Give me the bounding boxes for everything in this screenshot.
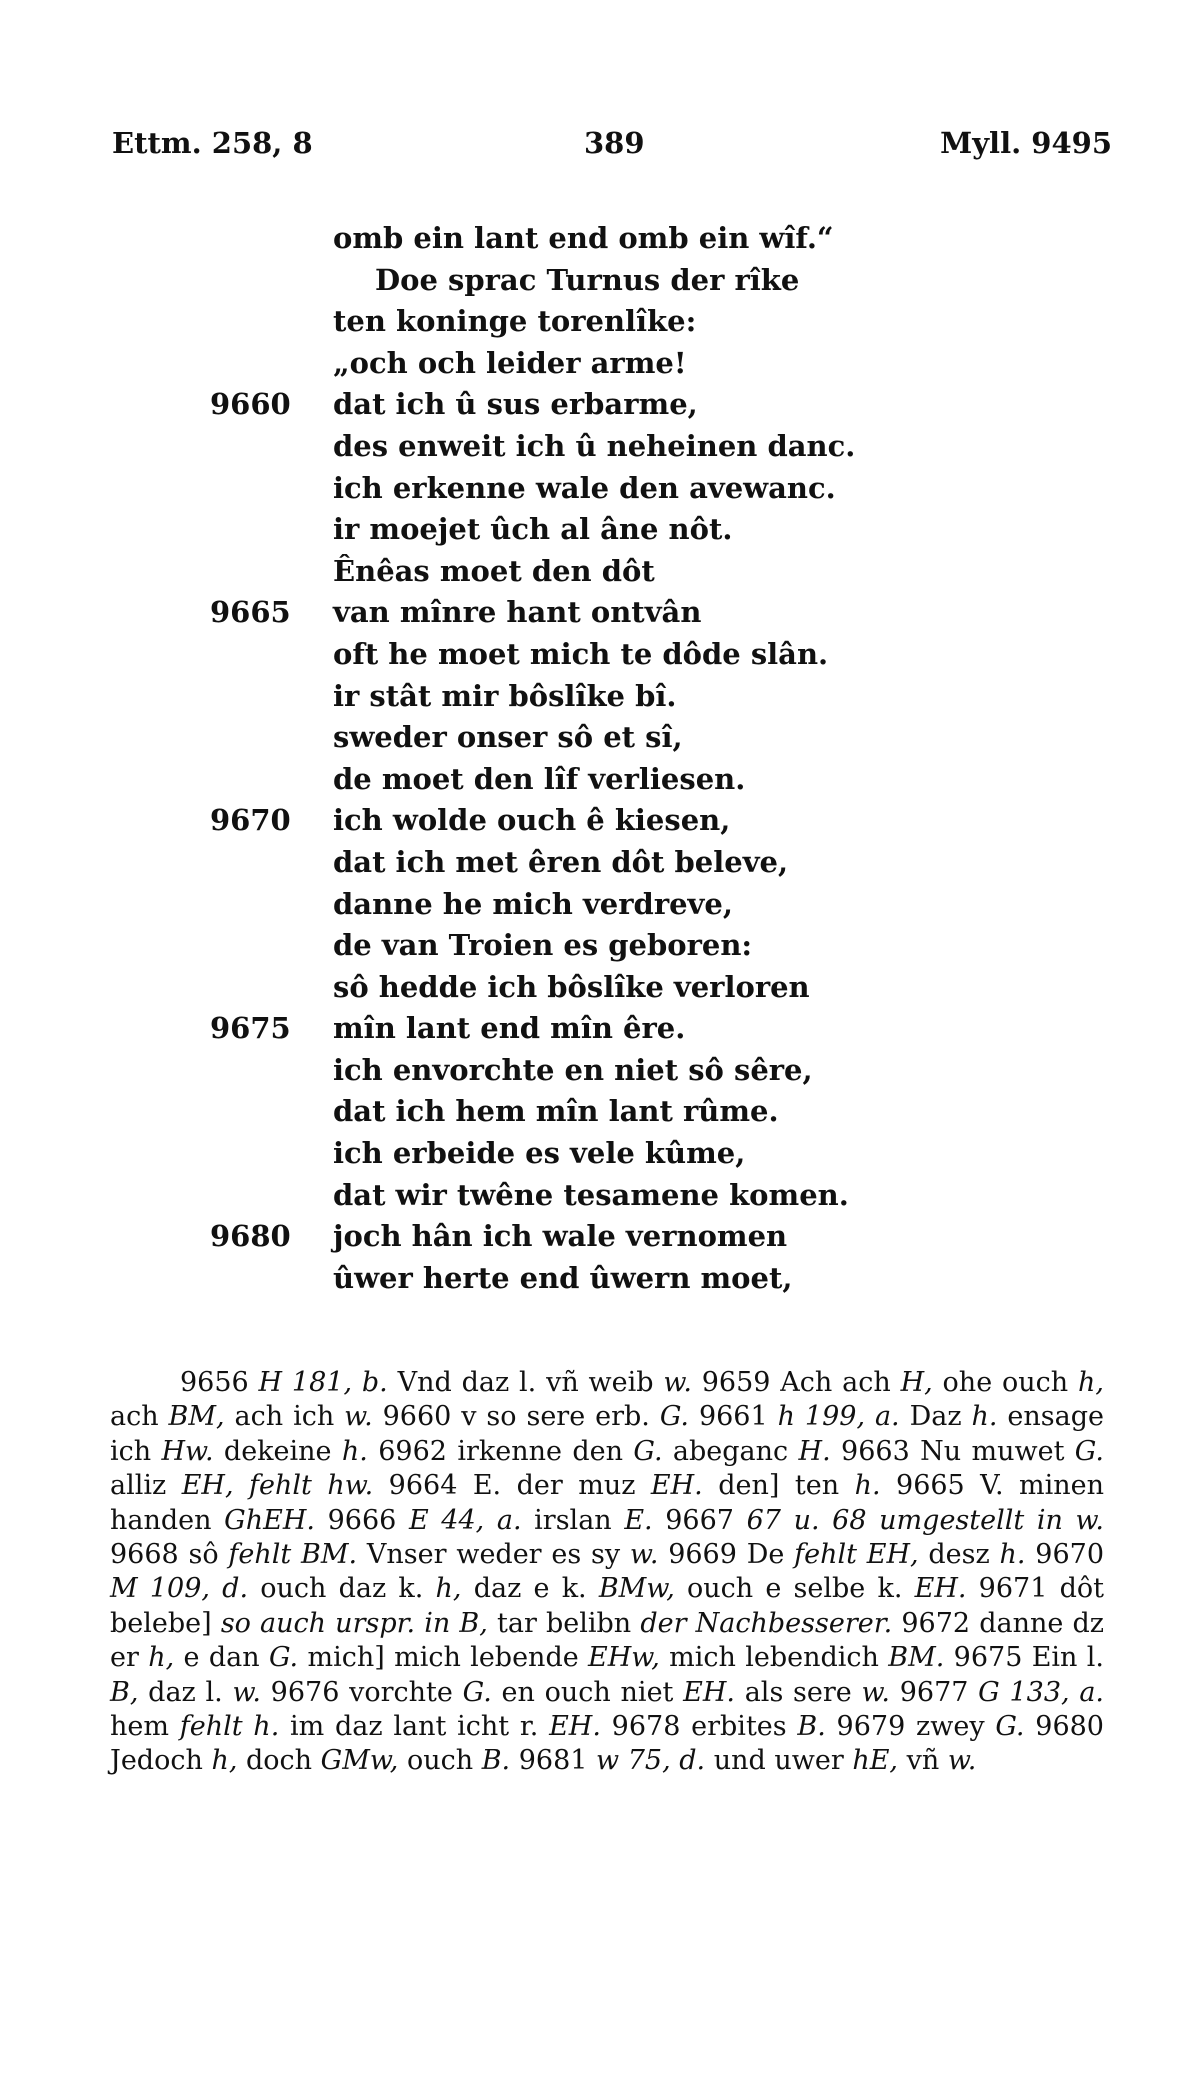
- apparatus-siglum: EH.: [549, 1711, 601, 1743]
- apparatus-siglum: B,: [110, 1676, 139, 1708]
- apparatus-text: en ouch niet: [491, 1676, 684, 1708]
- apparatus-siglum: h 199, a.: [777, 1401, 900, 1433]
- apparatus-text: 9668 sô: [110, 1539, 229, 1571]
- apparatus-text: abeganc: [662, 1435, 799, 1467]
- apparatus-text: als sere: [734, 1676, 862, 1708]
- apparatus-siglum: G.: [268, 1642, 299, 1674]
- apparatus-siglum: w 75, d.: [596, 1745, 706, 1777]
- verse-text-line: van mînre hant ontvân: [333, 595, 702, 630]
- verse-line: [0, 260, 1200, 302]
- apparatus-siglum: EHw,: [588, 1642, 660, 1674]
- apparatus-siglum: hE,: [852, 1745, 898, 1777]
- apparatus-text: dekeine: [213, 1435, 342, 1467]
- verse-text-line: sô hedde ich bôslîke verloren: [333, 969, 810, 1004]
- apparatus-siglum: BM.: [888, 1642, 945, 1674]
- apparatus-siglum: E.: [624, 1504, 653, 1536]
- apparatus-text: 9678 erbites: [600, 1711, 798, 1743]
- apparatus-siglum: M 109, d.: [110, 1573, 249, 1605]
- verse-line: [0, 551, 1200, 593]
- apparatus-text: 9659 Ach ach: [691, 1367, 901, 1398]
- apparatus-text: ensage ich: [110, 1401, 1104, 1467]
- apparatus-siglum: G.: [633, 1435, 663, 1467]
- verse-text-line: ich wolde ouch ê kiesen,: [333, 803, 731, 838]
- verse-text-line: Doe sprac Turnus der rîke: [375, 262, 800, 297]
- verse-text-line: mîn lant end mîn êre.: [333, 1011, 686, 1046]
- verse-text: [0, 218, 1200, 1299]
- apparatus-siglum: B.: [481, 1745, 511, 1777]
- apparatus-siglum: EH, fehlt hw.: [181, 1470, 374, 1502]
- apparatus-text: 9676 vorchte: [260, 1676, 463, 1708]
- verse-line: [0, 1008, 1200, 1050]
- verse-line: [0, 759, 1200, 801]
- apparatus-siglum: E 44, a.: [408, 1504, 522, 1536]
- verse-text-line: sweder onser sô et sî,: [333, 720, 683, 755]
- verse-text-line: ûwer herte end ûwern moet,: [333, 1260, 793, 1295]
- verse-text-line: ich envorchte en niet sô sêre,: [333, 1052, 813, 1087]
- apparatus-siglum: w.: [344, 1401, 373, 1433]
- critical-apparatus: [110, 1366, 1104, 1779]
- apparatus-text: den] ten: [702, 1470, 855, 1502]
- apparatus-siglum: B.: [797, 1711, 826, 1743]
- apparatus-text: ouch daz k.: [248, 1573, 436, 1605]
- verse-line: [0, 384, 1200, 426]
- verse-text-line: omb ein lant end omb ein wîf.“: [333, 221, 834, 255]
- apparatus-siglum: w.: [629, 1539, 659, 1571]
- verse-text-line: Ênêas moet den dôt: [333, 553, 655, 588]
- apparatus-text: Vnser weder es sy: [357, 1539, 630, 1571]
- apparatus-text: 9679 zwey: [825, 1711, 996, 1743]
- apparatus-siglum: h,: [435, 1573, 462, 1605]
- apparatus-siglum: G.: [659, 1401, 690, 1433]
- apparatus-text: ach ich: [224, 1401, 345, 1433]
- verse-line: [0, 717, 1200, 759]
- apparatus-text: tar belibn: [487, 1607, 641, 1639]
- verse-line: [0, 426, 1200, 468]
- apparatus-siglum: BMw,: [598, 1573, 675, 1605]
- apparatus-siglum: w.: [947, 1745, 977, 1777]
- apparatus-text: hem: [110, 1711, 180, 1743]
- apparatus-siglum: Hw.: [161, 1435, 214, 1467]
- apparatus-siglum: w.: [663, 1367, 692, 1398]
- apparatus-siglum: so auch urspr. in B,: [220, 1607, 488, 1639]
- apparatus-siglum: GMw,: [320, 1745, 399, 1777]
- apparatus-siglum: G.: [995, 1711, 1025, 1743]
- verse-text-line: de van Troien es geboren:: [333, 928, 753, 963]
- apparatus-text: 9672 danne dz er: [110, 1607, 1104, 1674]
- apparatus-text: im daz lant icht r.: [279, 1711, 550, 1743]
- verse-line: [0, 676, 1200, 718]
- apparatus-text: 9656: [180, 1367, 259, 1398]
- verse-line: [0, 592, 1200, 634]
- apparatus-text: irslan: [521, 1504, 625, 1536]
- verse-line: [0, 1133, 1200, 1175]
- apparatus-text: 9677: [889, 1676, 979, 1708]
- apparatus-siglum: w.: [232, 1676, 261, 1708]
- apparatus-siglum: fehlt h.: [179, 1711, 280, 1743]
- apparatus-text: und uwer: [705, 1745, 853, 1777]
- apparatus-text: vñ: [898, 1745, 948, 1777]
- apparatus-siglum: w.: [861, 1676, 890, 1708]
- apparatus-text: 9667: [652, 1504, 747, 1536]
- apparatus-text: ach: [110, 1401, 169, 1433]
- apparatus-text: ouch e selbe k.: [674, 1573, 915, 1605]
- verse-line: [0, 925, 1200, 967]
- apparatus-text: alliz: [110, 1470, 182, 1502]
- verse-line: [0, 343, 1200, 385]
- verse-text-line: danne he mich verdreve,: [333, 886, 733, 921]
- apparatus-text: 9661: [689, 1401, 778, 1433]
- verse-line: [0, 218, 1200, 260]
- apparatus-siglum: h,: [148, 1642, 175, 1674]
- apparatus-text: e dan: [174, 1642, 269, 1674]
- page-number: 389: [584, 126, 645, 160]
- apparatus-text: 9663 Nu muwet: [830, 1435, 1075, 1467]
- apparatus-text: 9670: [1025, 1539, 1105, 1571]
- apparatus-siglum: h.: [854, 1470, 881, 1502]
- verse-line: [0, 509, 1200, 551]
- verse-text-line: dat ich met êren dôt beleve,: [333, 844, 789, 879]
- verse-text-line: de moet den lîf verliesen.: [333, 761, 746, 796]
- apparatus-siglum: H.: [798, 1435, 831, 1467]
- verse-line: [0, 1258, 1200, 1300]
- verse-line: [0, 800, 1200, 842]
- apparatus-siglum: EH.: [650, 1470, 703, 1502]
- verse-line: [0, 884, 1200, 926]
- apparatus-text: daz e k.: [461, 1573, 599, 1605]
- verse-line: [0, 967, 1200, 1009]
- apparatus-text: 6962 irkenne den: [367, 1435, 634, 1467]
- verse-line: [0, 301, 1200, 343]
- apparatus-siglum: EH.: [683, 1676, 735, 1708]
- apparatus-siglum: EH.: [914, 1573, 967, 1605]
- verse-text-line: dat wir twêne tesamene komen.: [333, 1177, 849, 1212]
- apparatus-text: Vnd daz l. vñ weib: [387, 1367, 664, 1398]
- verse-line: [0, 468, 1200, 510]
- verse-text-line: ir stât mir bôslîke bî.: [333, 678, 677, 713]
- line-number: 9660: [210, 387, 291, 422]
- apparatus-siglum: H 181, b.: [258, 1367, 388, 1398]
- verse-line: [0, 1050, 1200, 1092]
- apparatus-siglum: BM,: [168, 1401, 225, 1433]
- verse-text-line: joch hân ich wale vernomen: [333, 1219, 788, 1254]
- apparatus-text: 9666: [314, 1504, 409, 1536]
- running-header: [112, 126, 1112, 166]
- apparatus-text: 9665 V. minen handen: [110, 1470, 1105, 1536]
- verse-line: [0, 634, 1200, 676]
- line-number: 9665: [210, 595, 291, 630]
- verse-line: [0, 1091, 1200, 1133]
- verse-line: [0, 1216, 1200, 1258]
- apparatus-siglum: G.: [1074, 1435, 1104, 1467]
- apparatus-siglum: fehlt BM.: [228, 1539, 358, 1571]
- verse-text-line: ir moejet ûch al âne nôt.: [333, 512, 733, 547]
- line-number: 9670: [210, 803, 291, 838]
- header-right: Myll. 9495: [940, 126, 1112, 160]
- apparatus-text: ohe ouch: [932, 1367, 1078, 1398]
- apparatus-siglum: h.: [341, 1435, 368, 1467]
- apparatus-siglum: 67 u. 68 umgestellt in w.: [746, 1504, 1104, 1536]
- apparatus-text: mich lebendich: [659, 1642, 889, 1674]
- apparatus-siglum: h.: [999, 1539, 1026, 1571]
- apparatus-text: daz l.: [138, 1676, 233, 1708]
- apparatus-siglum: G.: [462, 1676, 492, 1708]
- apparatus-siglum: h,: [1078, 1367, 1104, 1398]
- apparatus-text: 9681: [510, 1745, 597, 1777]
- apparatus-siglum: der Nachbesserer.: [640, 1607, 893, 1639]
- line-number: 9680: [210, 1219, 291, 1254]
- apparatus-text: 9680 Jedoch: [110, 1711, 1104, 1777]
- verse-text-line: ich erkenne wale den avewanc.: [333, 470, 836, 505]
- apparatus-text: Daz: [899, 1401, 972, 1433]
- verse-text-line: des enweit ich û neheinen danc.: [333, 428, 856, 463]
- verse-text-line: ich erbeide es vele kûme,: [333, 1136, 746, 1171]
- apparatus-text: 9660 v so sere erb.: [372, 1401, 660, 1433]
- apparatus-siglum: H,: [900, 1367, 933, 1398]
- apparatus-text: 9669 De: [658, 1539, 795, 1571]
- verse-text-line: dat ich û sus erbarme,: [333, 387, 698, 422]
- apparatus-text: 9664 E. der muz: [373, 1470, 651, 1502]
- verse-text-line: ten koninge torenlîke:: [333, 304, 697, 339]
- apparatus-text: desz: [918, 1539, 1000, 1571]
- apparatus-text: 9675 Ein l.: [944, 1642, 1104, 1674]
- verse-line: [0, 842, 1200, 884]
- verse-line: [0, 1175, 1200, 1217]
- apparatus-siglum: fehlt EH,: [794, 1539, 919, 1571]
- apparatus-siglum: h.: [971, 1401, 998, 1433]
- line-number: 9675: [210, 1011, 291, 1046]
- verse-text-line: oft he moet mich te dôde slân.: [333, 636, 829, 671]
- verse-text-line: „och och leider arme!: [333, 345, 687, 380]
- verse-text-line: dat ich hem mîn lant rûme.: [333, 1094, 779, 1129]
- apparatus-siglum: G 133, a.: [978, 1676, 1104, 1708]
- apparatus-siglum: GhEH.: [224, 1504, 315, 1536]
- apparatus-text: ouch: [398, 1745, 482, 1777]
- apparatus-text: doch: [237, 1745, 321, 1777]
- apparatus-paragraph: [110, 1366, 1104, 1779]
- apparatus-siglum: h,: [211, 1745, 238, 1777]
- apparatus-text: 9671 dôt belebe]: [110, 1573, 1104, 1639]
- apparatus-text: mich] mich lebende: [298, 1642, 589, 1674]
- header-left: Ettm. 258, 8: [112, 126, 313, 160]
